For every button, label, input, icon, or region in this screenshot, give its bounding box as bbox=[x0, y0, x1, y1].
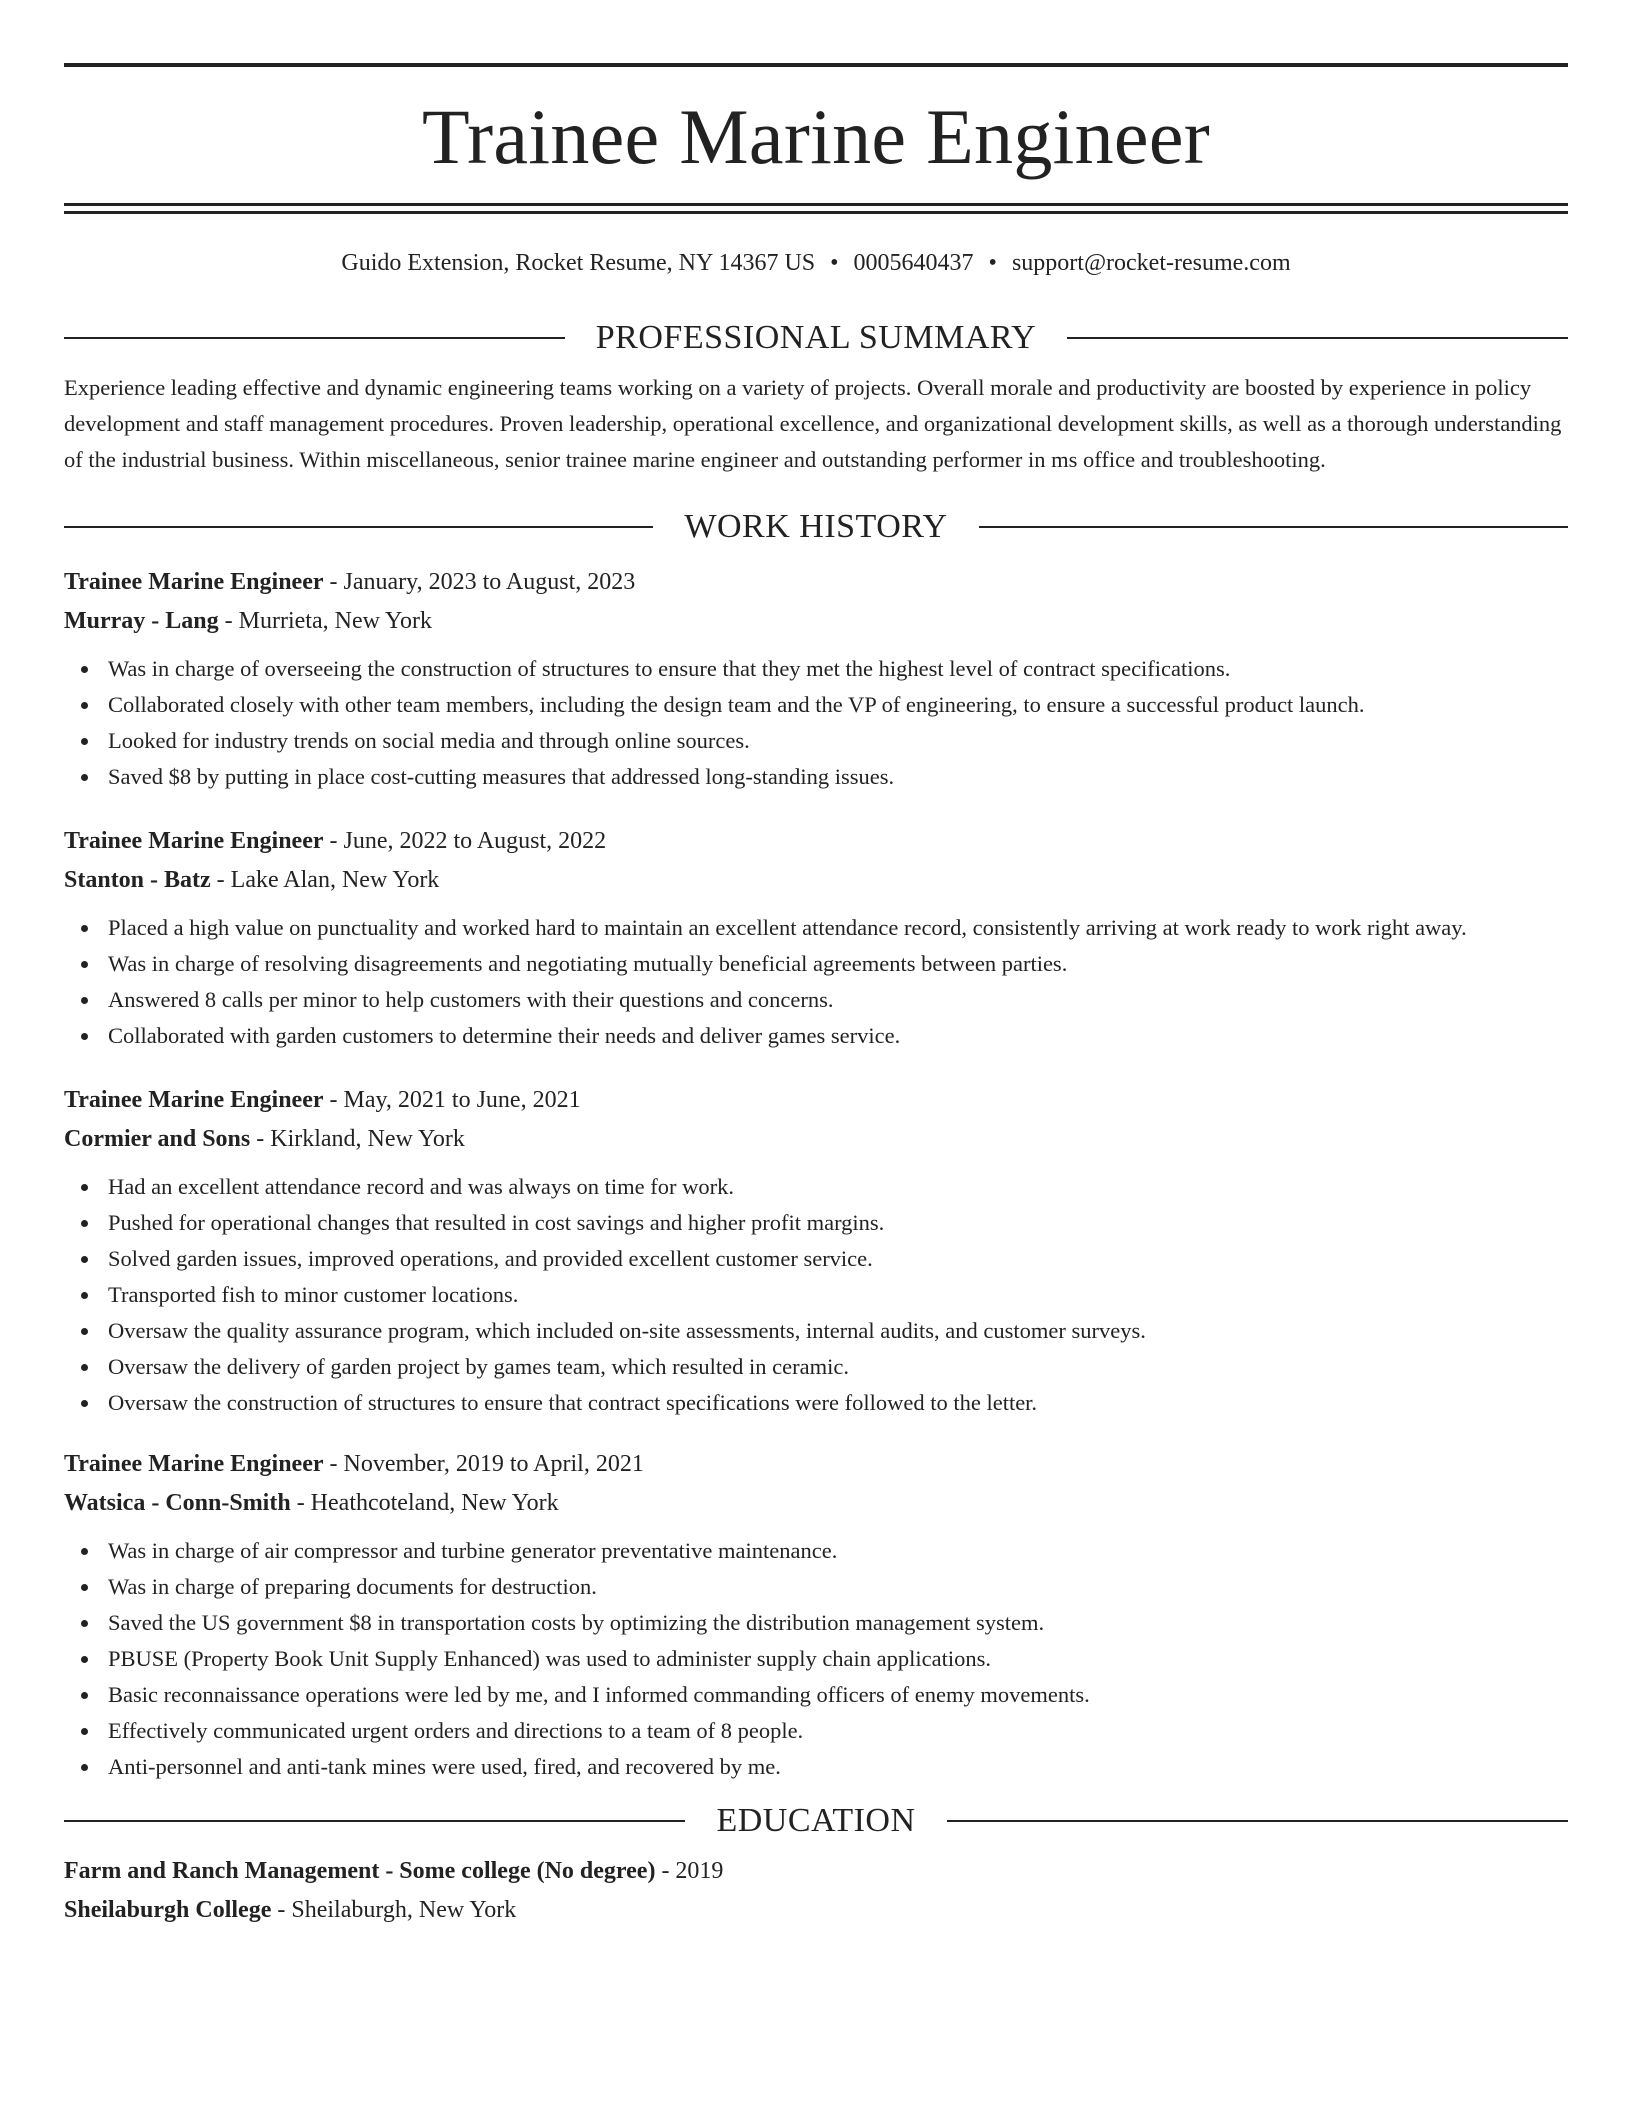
summary-text: Experience leading effective and dynamic engineering teams working on a variety of projects. Overall morale and productivity are boosted by experience in policy development and staff management procedures. Proven leadership, operational excellence, and organizational development skills, as well as a thorough understanding of the industrial business. Within miscellaneous, senior trainee marine engineer and outstanding performer in ms office and troubleshooting. bbox=[64, 375, 1562, 472]
contact-separator: • bbox=[830, 250, 839, 276]
job-title: Trainee Marine Engineer bbox=[64, 569, 324, 595]
job-location: - Murrieta, New York bbox=[218, 608, 432, 634]
job-company: Cormier and Sons bbox=[64, 1126, 251, 1152]
job-bullet: Pushed for operational changes that resulted in cost savings and higher profit margins. bbox=[64, 1205, 1568, 1241]
contact-separator: • bbox=[988, 250, 997, 276]
job-entry bbox=[64, 563, 1568, 795]
job-dates: - November, 2019 to April, 2021 bbox=[323, 1451, 644, 1477]
job-bullet: Anti-personnel and anti-tank mines were used, fired, and recovered by me. bbox=[64, 1749, 1568, 1785]
job-title: Trainee Marine Engineer bbox=[64, 1451, 324, 1477]
job-bullet: Saved the US government $8 in transportation costs by optimizing the distribution management system. bbox=[64, 1605, 1568, 1641]
work-history-heading bbox=[64, 507, 1568, 547]
education-heading bbox=[64, 1801, 1568, 1841]
job-bullet: Oversaw the construction of structures to ensure that contract specifications were followed to the letter. bbox=[64, 1385, 1568, 1421]
job-bullet: Effectively communicated urgent orders and directions to a team of 8 people. bbox=[64, 1713, 1568, 1749]
work-history-heading-label: WORK HISTORY bbox=[684, 508, 948, 545]
education-heading-label: EDUCATION bbox=[716, 1802, 916, 1839]
job-bullet: Saved $8 by putting in place cost-cutting measures that addressed long-standing issues. bbox=[64, 759, 1568, 795]
job-entry bbox=[64, 1081, 1568, 1421]
education-degree-line bbox=[64, 1852, 1568, 1891]
title-double-rule bbox=[64, 203, 1568, 215]
heading-rule-right bbox=[979, 526, 1568, 528]
job-company: Stanton - Batz bbox=[64, 867, 211, 893]
resume-title: Trainee Marine Engineer bbox=[421, 93, 1211, 180]
job-bullet: Oversaw the quality assurance program, which included on-site assessments, internal audits, and customer surveys. bbox=[64, 1313, 1568, 1349]
job-company-line bbox=[64, 1120, 1568, 1159]
job-company: Watsica - Conn-Smith bbox=[64, 1490, 291, 1516]
job-entry bbox=[64, 1445, 1568, 1785]
job-company-line bbox=[64, 861, 1568, 900]
job-title-line bbox=[64, 1445, 1568, 1484]
job-title: Trainee Marine Engineer bbox=[64, 1087, 324, 1113]
job-bullet: Was in charge of air compressor and turbine generator preventative maintenance. bbox=[64, 1533, 1568, 1569]
job-dates: - January, 2023 to August, 2023 bbox=[323, 569, 636, 595]
education-location: - Sheilaburgh, New York bbox=[271, 1897, 517, 1923]
job-bullet: Collaborated with garden customers to determine their needs and deliver games service. bbox=[64, 1018, 1568, 1054]
job-title-line bbox=[64, 822, 1568, 861]
job-location: - Lake Alan, New York bbox=[210, 867, 440, 893]
job-title-line bbox=[64, 1081, 1568, 1120]
job-bullet-list bbox=[64, 651, 1568, 795]
heading-rule-right bbox=[947, 1820, 1568, 1822]
job-bullet: Was in charge of overseeing the construction of structures to ensure that they met the highest level of contract specifications. bbox=[64, 651, 1568, 687]
job-bullet: Had an excellent attendance record and was always on time for work. bbox=[64, 1169, 1568, 1205]
job-title: Trainee Marine Engineer bbox=[64, 828, 324, 854]
job-bullet: Was in charge of preparing documents for destruction. bbox=[64, 1569, 1568, 1605]
job-company-line bbox=[64, 602, 1568, 641]
education-entry bbox=[64, 1852, 1568, 1930]
summary-heading-label: PROFESSIONAL SUMMARY bbox=[595, 319, 1037, 356]
education-degree: Farm and Ranch Management - Some college (No degree) bbox=[64, 1858, 656, 1884]
job-company-line bbox=[64, 1484, 1568, 1523]
job-location: - Heathcoteland, New York bbox=[290, 1490, 559, 1516]
job-company: Murray - Lang bbox=[64, 608, 219, 634]
job-bullet: Answered 8 calls per minor to help customers with their questions and concerns. bbox=[64, 982, 1568, 1018]
job-entry bbox=[64, 822, 1568, 1054]
job-title-line bbox=[64, 563, 1568, 602]
job-bullet: Transported fish to minor customer locations. bbox=[64, 1277, 1568, 1313]
contact-line bbox=[64, 248, 1568, 278]
job-bullet-list bbox=[64, 1169, 1568, 1421]
job-location: - Kirkland, New York bbox=[250, 1126, 465, 1152]
contact-email: support@rocket-resume.com bbox=[1011, 250, 1291, 276]
job-dates: - May, 2021 to June, 2021 bbox=[323, 1087, 581, 1113]
job-bullet: Looked for industry trends on social media and through online sources. bbox=[64, 723, 1568, 759]
job-bullet: Collaborated closely with other team members, including the design team and the VP of engineering, to ensure a successful product launch. bbox=[64, 687, 1568, 723]
heading-rule-left bbox=[64, 337, 565, 339]
education-year: - 2019 bbox=[655, 1858, 724, 1884]
heading-rule-right bbox=[1067, 337, 1568, 339]
summary-heading bbox=[64, 318, 1568, 358]
education-school: Sheilaburgh College bbox=[64, 1897, 272, 1923]
heading-rule-left bbox=[64, 526, 653, 528]
job-bullet: Placed a high value on punctuality and worked hard to maintain an excellent attendance record, consistently arriving at work ready to work right away. bbox=[64, 910, 1568, 946]
job-bullet: Was in charge of resolving disagreements and negotiating mutually beneficial agreements between parties. bbox=[64, 946, 1568, 982]
education-school-line bbox=[64, 1891, 1568, 1930]
job-bullet-list bbox=[64, 910, 1568, 1054]
job-bullet: Oversaw the delivery of garden project by games team, which resulted in ceramic. bbox=[64, 1349, 1568, 1385]
resume-content bbox=[64, 63, 1568, 1930]
contact-address: Guido Extension, Rocket Resume, NY 14367 US bbox=[341, 250, 816, 276]
job-bullet: Basic reconnaissance operations were led by me, and I informed commanding officers of enemy movements. bbox=[64, 1677, 1568, 1713]
job-dates: - June, 2022 to August, 2022 bbox=[323, 828, 607, 854]
job-list bbox=[64, 563, 1568, 1785]
job-bullet-list bbox=[64, 1533, 1568, 1785]
job-bullet: Solved garden issues, improved operations, and provided excellent customer service. bbox=[64, 1241, 1568, 1277]
contact-phone: 0005640437 bbox=[853, 250, 974, 276]
job-bullet: PBUSE (Property Book Unit Supply Enhanced) was used to administer supply chain applications. bbox=[64, 1641, 1568, 1677]
heading-rule-left bbox=[64, 1820, 685, 1822]
